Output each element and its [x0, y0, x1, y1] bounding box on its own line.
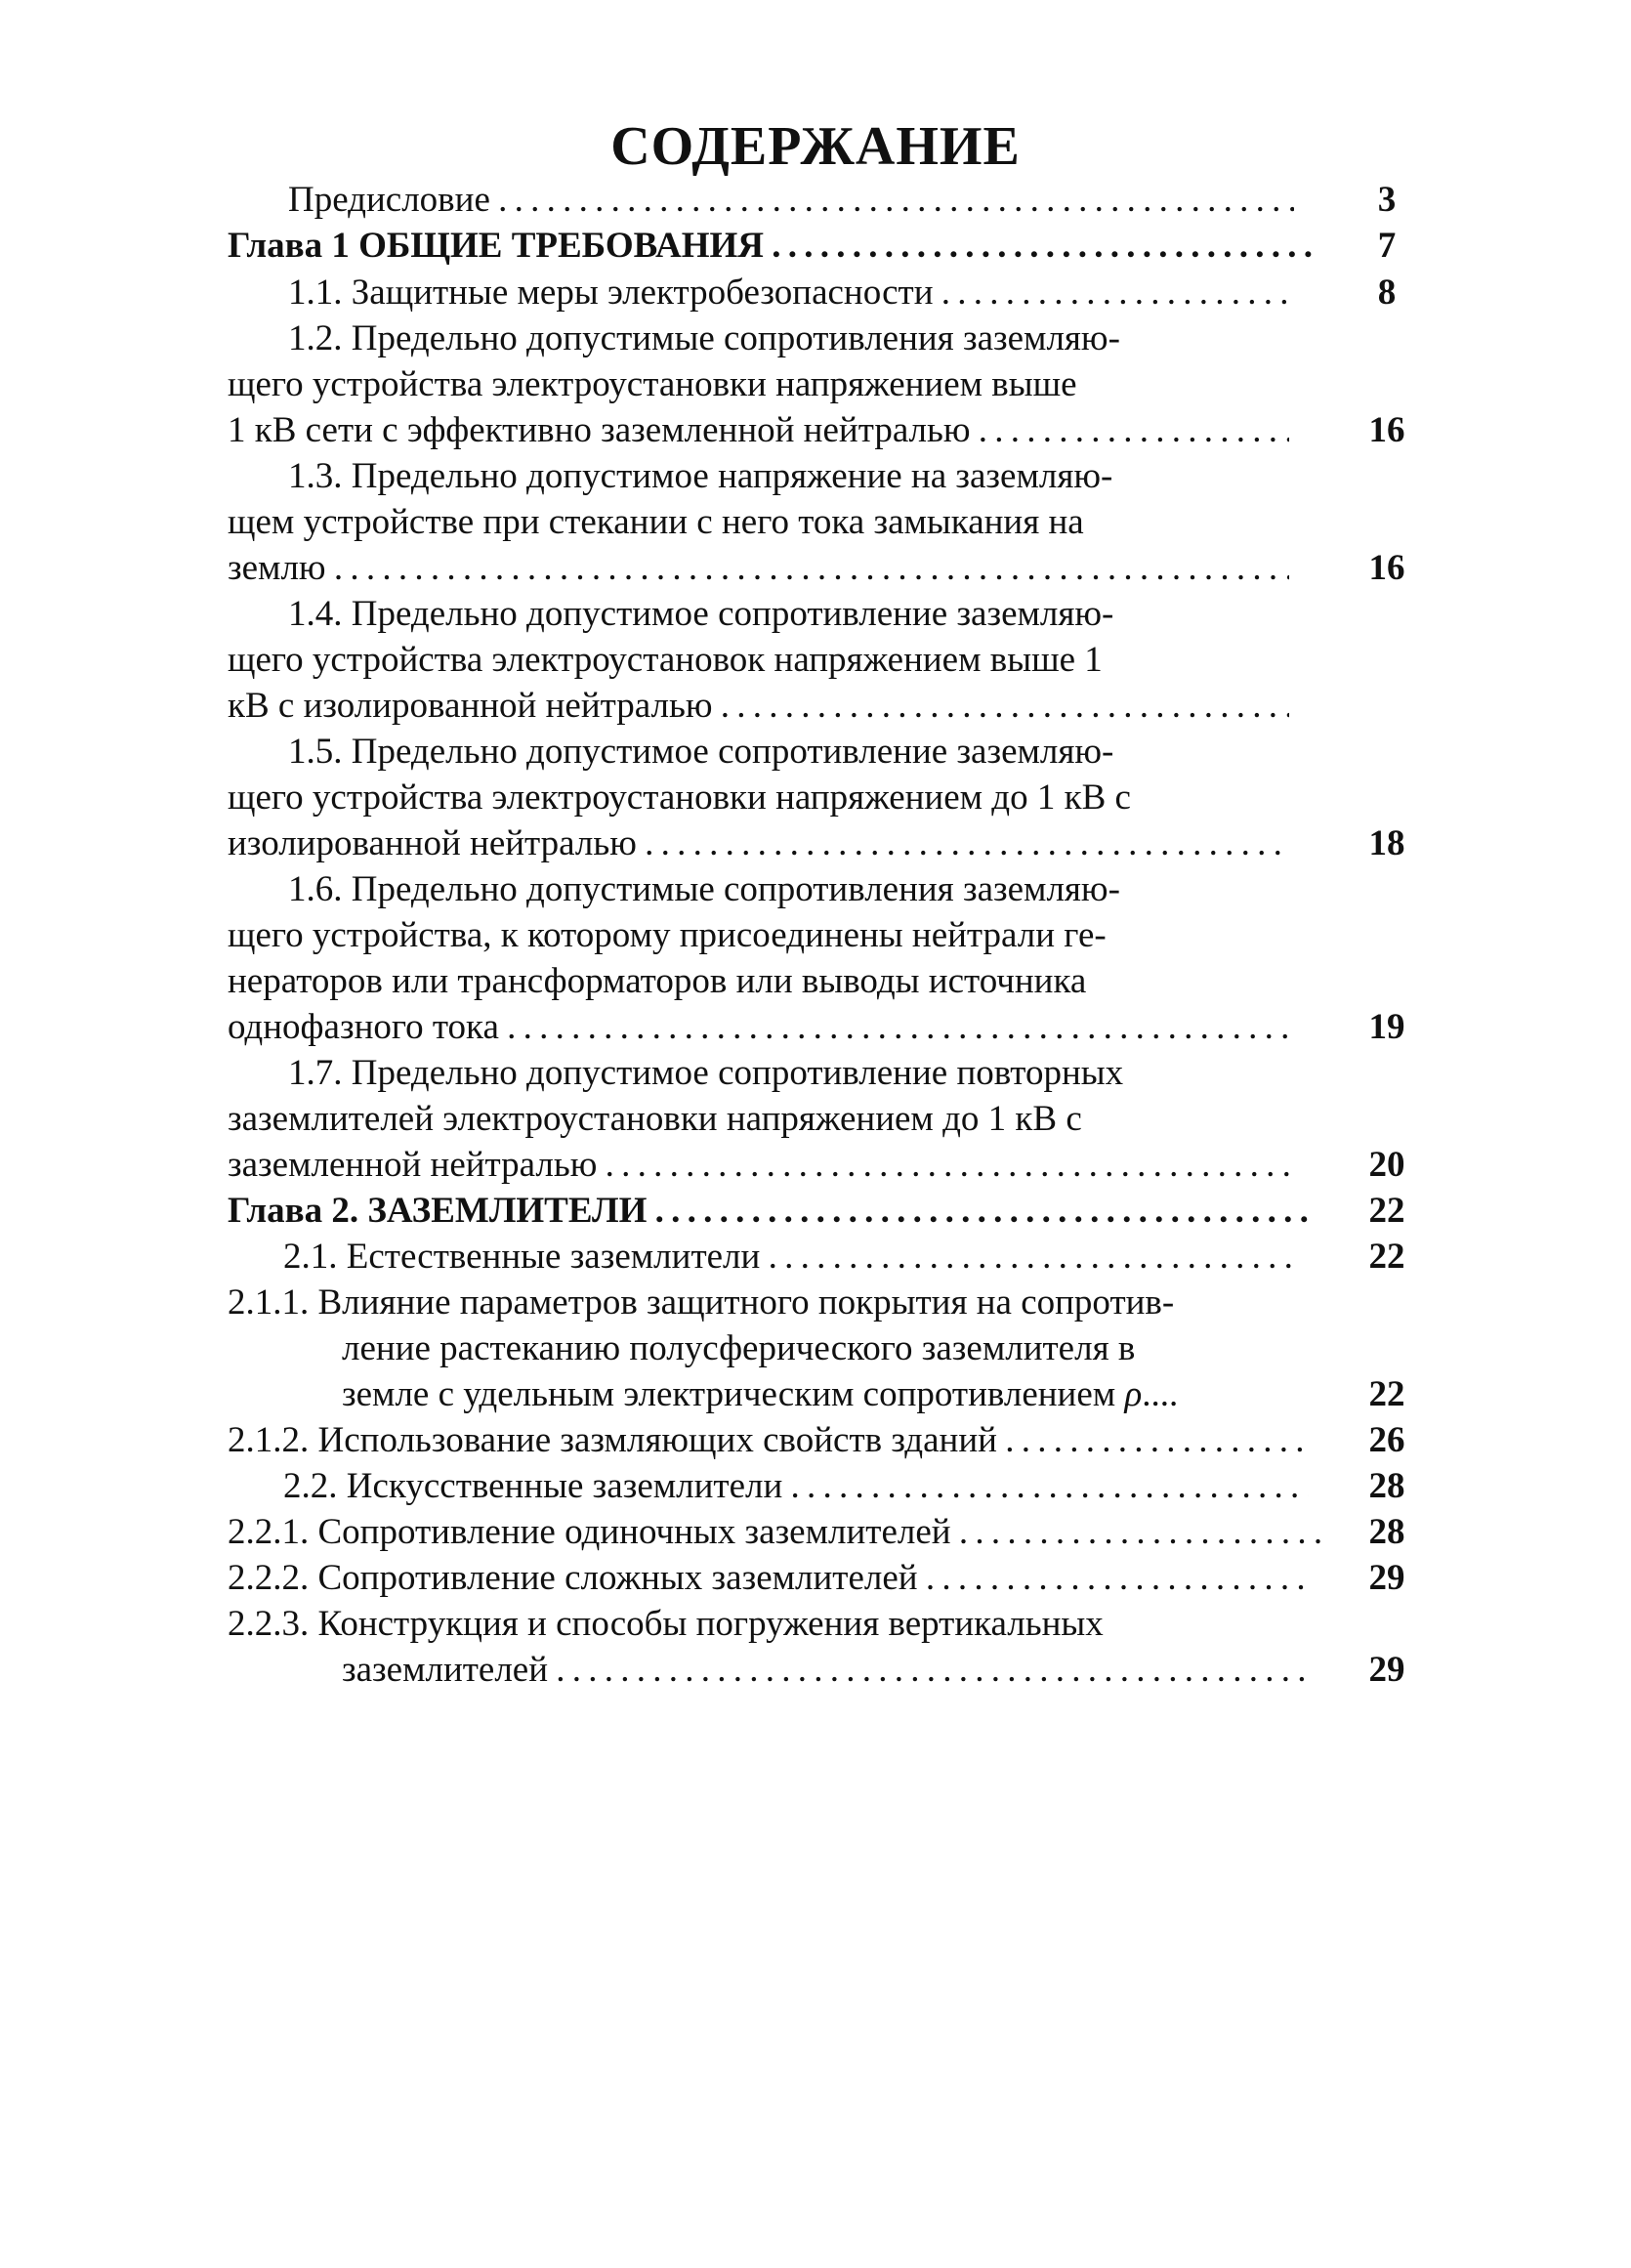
- toc-entry-1-4-line-2: щего устройства электроустановок напряжением выше 1: [228, 640, 1103, 680]
- toc-page-number: 3: [1377, 180, 1397, 220]
- toc-entry-1-5-line-1: 1.5. Предельно допустимое сопротивление заземляю-: [288, 732, 1114, 772]
- rho-symbol: ρ: [1124, 1374, 1143, 1414]
- toc-entry-1-6-line-1: 1.6. Предельно допустимые сопротивления заземляю-: [288, 869, 1120, 909]
- toc-entry-1-3-line-3: землю . . .: [228, 545, 1289, 591]
- leader-dots: ....: [1142, 1374, 1179, 1414]
- toc-entry-2-2-3-line-2: заземлителей . . .: [342, 1647, 1304, 1693]
- toc-entry-2-1-1-line-3-text: земле с удельным электрическим сопротивлением: [342, 1374, 1116, 1414]
- toc-entry-1-2-line-3: 1 кВ сети с эффективно заземленной нейтралью . . .: [228, 407, 1289, 453]
- toc-page-number: 22: [1368, 1191, 1405, 1231]
- toc-entry-1-6-line-3: нераторов или трансформаторов или выводы источника: [228, 961, 1087, 1001]
- toc-page-number: 16: [1368, 410, 1405, 450]
- toc-entry-chapter-1: Глава 1 ОБЩИЕ ТРЕБОВАНИЯ . . .: [228, 223, 1317, 269]
- toc-entry-1-4-line-3: кВ с изолированной нейтралью . . .: [228, 683, 1289, 729]
- toc-entry-2-2: 2.2. Искусственные заземлители . . .: [283, 1463, 1309, 1509]
- toc-entry-2-1-1-line-1: 2.1.1. Влияние параметров защитного покрытия на сопротив-: [228, 1282, 1175, 1323]
- toc-page-number: 26: [1368, 1420, 1405, 1460]
- toc-page-number: 22: [1368, 1237, 1405, 1277]
- toc-entry-2-2-2: 2.2.2. Сопротивление сложных заземлителей . . .: [228, 1555, 1307, 1601]
- toc-entry-1-4-line-1: 1.4. Предельно допустимое сопротивление заземляю-: [288, 594, 1114, 634]
- toc-page-number: 28: [1368, 1466, 1405, 1506]
- toc-page-number: 29: [1368, 1558, 1405, 1598]
- toc-page-number: 22: [1368, 1374, 1405, 1414]
- toc-entry-2-2-3-line-1: 2.2.3. Конструкция и способы погружения вертикальных: [228, 1604, 1104, 1644]
- toc-page-number: 8: [1377, 273, 1397, 313]
- toc-entry-1-2-line-1: 1.2. Предельно допустимые сопротивления заземляю-: [288, 318, 1120, 358]
- toc-entry-preface: Предисловие . . .: [288, 177, 1294, 223]
- toc-entry-1-7-line-1: 1.7. Предельно допустимое сопротивление повторных: [288, 1053, 1124, 1093]
- toc-entry-2-2-1: 2.2.1. Сопротивление одиночных заземлителей . . .: [228, 1509, 1321, 1555]
- toc-entry-chapter-2: Глава 2. ЗАЗЕМЛИТЕЛИ . . .: [228, 1188, 1312, 1234]
- toc-page-number: 19: [1368, 1007, 1405, 1047]
- toc-page-number: 18: [1368, 823, 1405, 863]
- toc-entry-1-3-line-1: 1.3. Предельно допустимое напряжение на заземляю-: [288, 456, 1113, 496]
- toc-entry-1-7-line-2: заземлителей электроустановки напряжением до 1 кВ с: [228, 1099, 1082, 1139]
- toc-page-number: 28: [1368, 1512, 1405, 1552]
- toc-entry-2-1-1-line-3: [342, 1371, 1328, 1417]
- toc-entry-2-1-1-line-2: ление растеканию полусферического заземлителя в: [342, 1328, 1136, 1368]
- toc-page-number: 16: [1368, 548, 1405, 588]
- toc-entry-1-2-line-2: щего устройства электроустановки напряжением выше: [228, 364, 1077, 404]
- toc-entry-1-5-line-2: щего устройства электроустановки напряжением до 1 кВ с: [228, 777, 1131, 818]
- toc-entry-1-5-line-3: изолированной нейтралью . . .: [228, 820, 1289, 866]
- toc-entry-1-1: 1.1. Защитные меры электробезопасности . . .: [288, 270, 1294, 315]
- toc-entry-1-6-line-4: однофазного тока . . .: [228, 1004, 1289, 1050]
- toc-entry-1-7-line-3: заземленной нейтралью . . .: [228, 1142, 1289, 1188]
- toc-entry-1-3-line-2: щем устройстве при стекании с него тока замыкания на: [228, 502, 1084, 542]
- toc-page-number: 29: [1368, 1650, 1405, 1690]
- toc-entry-2-1-2: 2.1.2. Использование зазмляющих свойств зданий . . .: [228, 1417, 1302, 1463]
- toc-entry-2-1: 2.1. Естественные заземлители . . .: [283, 1234, 1299, 1280]
- toc-page-number: 20: [1368, 1145, 1405, 1185]
- page-title: СОДЕРЖАНИЕ: [610, 116, 1021, 177]
- toc-page-number: 7: [1377, 226, 1397, 266]
- toc-entry-1-6-line-2: щего устройства, к которому присоединены нейтрали ге-: [228, 915, 1107, 955]
